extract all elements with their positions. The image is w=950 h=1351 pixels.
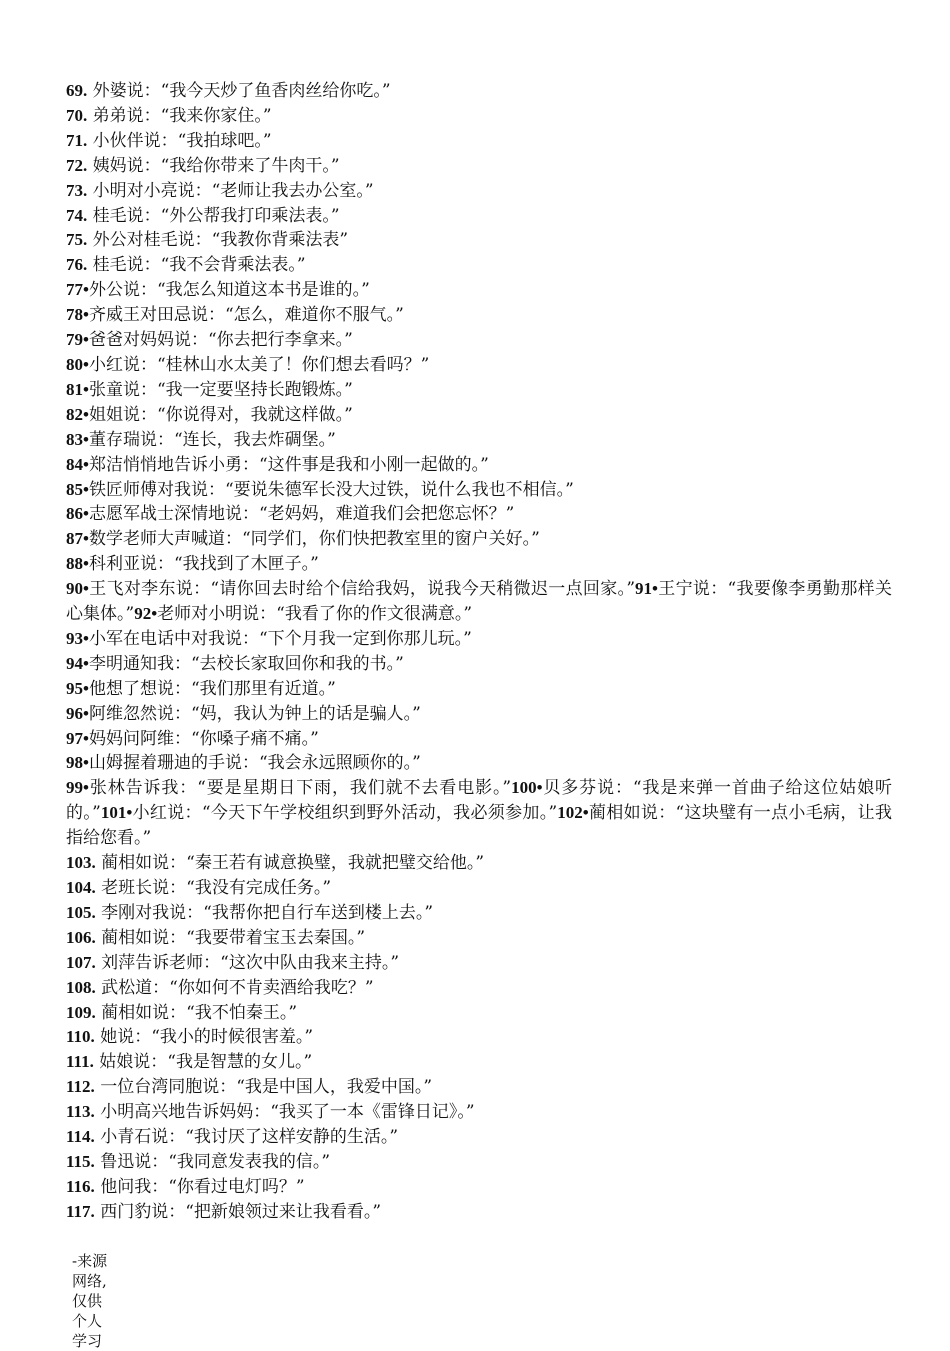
sentence-line — [66, 1001, 892, 1026]
footnote-line: 网络, — [72, 1272, 107, 1290]
sentence-line — [66, 702, 892, 727]
sentence-line — [66, 1050, 892, 1075]
item-number: 115. — [66, 1151, 95, 1171]
sentence-line — [66, 129, 892, 154]
item-number: 76. — [66, 255, 88, 275]
item-text: 贝多芬说：“我是来弹一首曲子给这位姑娘听的。” — [66, 778, 892, 824]
item-number: 79• — [66, 330, 89, 350]
item-number: 75. — [66, 230, 88, 250]
item-number: 107. — [66, 952, 96, 972]
item-text: 小明对小亮说：“老师让我去办公室。” — [87, 180, 374, 201]
item-number: 73. — [66, 180, 88, 200]
item-text: 姑娘说：“我是智慧的女儿。” — [93, 1052, 313, 1073]
item-number: 74. — [66, 205, 88, 225]
item-number: 116. — [66, 1176, 95, 1196]
item-number: 91• — [635, 579, 658, 599]
item-text: 王飞对李东说：“请你回去时给个信给我妈，说我今天稍微迟一点回家。” — [88, 579, 636, 600]
item-number: 83• — [66, 429, 89, 449]
sentence-list-3 — [66, 851, 892, 1225]
item-text: 山姆握着珊迪的手说：“我会永远照顾你的。” — [88, 753, 421, 774]
item-number: 95• — [66, 678, 89, 698]
item-number: 85• — [66, 479, 89, 499]
footnote-line: 个人 — [72, 1312, 103, 1330]
item-number: 69. — [66, 81, 88, 100]
item-number: 88• — [66, 554, 89, 574]
item-number: 111. — [66, 1052, 94, 1072]
sentence-line — [66, 204, 892, 229]
item-text: 张童说：“我一定要坚持长跑锻炼。” — [88, 379, 353, 400]
item-text: 老师对小明说：“我看了你的作文很满意。” — [157, 604, 473, 625]
sentence-line — [66, 1075, 892, 1100]
item-text: 鲁迅说：“我同意发表我的信。” — [94, 1151, 331, 1172]
sentence-line — [66, 751, 892, 776]
item-text: 阿维忽然说：“妈，我认为钟上的话是骗人。” — [88, 703, 421, 724]
sentence-list-2 — [66, 627, 892, 776]
item-number: 98• — [66, 753, 89, 773]
item-text: 外公说：“我怎么知道这本书是谁的。” — [88, 280, 370, 301]
sentence-line — [66, 502, 892, 527]
sentence-line — [66, 278, 892, 303]
item-number: 106. — [66, 927, 96, 947]
item-text: 一位台湾同胞说：“我是中国人，我爱中国。” — [94, 1077, 433, 1098]
item-text: 西门豹说：“把新娘领过来让我看看。” — [94, 1201, 382, 1222]
item-number: 86• — [66, 504, 89, 524]
sentence-line — [66, 627, 892, 652]
sentence-line — [66, 652, 892, 677]
footnote-line: 仅供 — [72, 1292, 103, 1310]
item-text: 张林告诉我：“要是星期日下雨，我们就不去看电影。” — [88, 778, 512, 799]
sentence-line — [66, 154, 892, 179]
sentence-line — [66, 179, 892, 204]
item-text: 小明高兴地告诉妈妈：“我买了一本《雷锋日记》。” — [94, 1102, 475, 1123]
item-text: 齐威王对田忌说：“怎么，难道你不服气。” — [88, 305, 404, 326]
item-text: 李刚对我说：“我帮你把自行车送到楼上去。” — [95, 902, 434, 923]
item-text: 妈妈问阿维：“你嗓子痛不痛。” — [88, 728, 319, 749]
item-number: 110. — [66, 1027, 95, 1047]
item-number: 109. — [66, 1002, 96, 1022]
item-number: 117. — [66, 1201, 95, 1221]
item-number: 102• — [557, 803, 589, 823]
item-number: 112. — [66, 1077, 95, 1097]
sentence-line — [66, 901, 892, 926]
sentence-line — [66, 552, 892, 577]
sentence-paragraph-99-102 — [66, 776, 892, 851]
sentence-line — [66, 428, 892, 453]
item-text: 武松道：“你如何不肯卖酒给我吃？” — [95, 977, 374, 998]
item-text: 爸爸对妈妈说：“你去把行李拿来。” — [88, 330, 353, 351]
item-text: 姐姐说：“你说得对，我就这样做。” — [88, 404, 353, 425]
sentence-line — [66, 478, 892, 503]
item-text: 他问我：“你看过电灯吗？” — [94, 1176, 305, 1197]
item-text: 志愿军战士深情地说：“老妈妈，难道我们会把您忘怀？” — [88, 504, 515, 525]
sentence-line — [66, 104, 892, 129]
item-number: 81• — [66, 379, 89, 399]
item-number: 114. — [66, 1127, 95, 1147]
sentence-line — [66, 253, 892, 278]
item-number: 92• — [134, 604, 158, 624]
item-text: 蔺相如说：“这块璧有一点小毛病，让我指给您看。” — [66, 803, 892, 849]
item-text: 弟弟说：“我来你家住。” — [87, 105, 272, 126]
sentence-line — [66, 527, 892, 552]
footnote-line: -来源 — [72, 1252, 108, 1270]
item-number: 101• — [100, 803, 133, 823]
sentence-line — [66, 378, 892, 403]
document-body — [66, 79, 892, 1225]
sentence-line — [66, 403, 892, 428]
item-number: 70. — [66, 105, 88, 125]
item-number: 113. — [66, 1102, 95, 1122]
item-text: 郑洁悄悄地告诉小勇：“这件事是我和小刚一起做的。” — [88, 454, 489, 475]
item-text: 姨妈说：“我给你带来了牛肉干。” — [87, 155, 340, 176]
item-text: 小青石说：“我讨厌了这样安静的生活。” — [94, 1127, 399, 1148]
item-text: 她说：“我小的时候很害羞。” — [94, 1027, 314, 1048]
item-number: 80• — [66, 354, 89, 374]
sentence-line — [66, 851, 892, 876]
item-text: 蔺相如说：“我要带着宝玉去秦国。” — [95, 927, 366, 948]
item-text: 数学老师大声喊道：“同学们，你们快把教室里的窗户关好。” — [88, 529, 540, 550]
sentence-line — [66, 328, 892, 353]
item-number: 72. — [66, 155, 88, 175]
item-number: 71. — [66, 130, 88, 150]
sentence-line — [66, 926, 892, 951]
item-number: 105. — [66, 902, 96, 922]
item-text: 小红说：“桂林山水太美了！你们想去看吗？” — [88, 354, 430, 375]
item-number: 97• — [66, 728, 89, 748]
item-text: 王宁说：“我要像李勇勤那样关心集体。” — [66, 579, 892, 625]
item-text: 小红说：“今天下午学校组织到野外活动，我必须参加。” — [132, 803, 558, 824]
item-number: 94• — [66, 653, 89, 673]
item-text: 外公对桂毛说：“我教你背乘法表” — [87, 230, 349, 251]
sentence-line — [66, 951, 892, 976]
item-number: 87• — [66, 529, 89, 549]
sentence-line — [66, 1125, 892, 1150]
sentence-line — [66, 453, 892, 478]
item-text: 科利亚说：“我找到了木匣子。” — [88, 554, 319, 575]
item-number: 99• — [66, 778, 89, 798]
item-text: 老班长说：“我没有完成任务。” — [95, 878, 332, 898]
sentence-line — [66, 79, 892, 104]
item-text: 刘萍告诉老师：“这次中队由我来主持。” — [95, 952, 400, 973]
sentence-line — [66, 976, 892, 1001]
sentence-paragraph-90-92 — [66, 577, 892, 627]
item-number: 100• — [511, 778, 543, 798]
item-number: 104. — [66, 878, 96, 897]
item-text: 桂毛说：“我不会背乘法表。” — [87, 255, 306, 276]
item-text: 蔺相如说：“我不怕秦王。” — [95, 1002, 298, 1023]
item-number: 78• — [66, 305, 89, 325]
sentence-line — [66, 876, 892, 901]
item-number: 93• — [66, 628, 89, 648]
sentence-line — [66, 1025, 892, 1050]
item-text: 小伙伴说：“我拍球吧。” — [87, 130, 272, 151]
sentence-line — [66, 677, 892, 702]
item-number: 103. — [66, 853, 96, 873]
item-number: 96• — [66, 703, 89, 723]
item-text: 董存瑞说：“连长，我去炸碉堡。” — [88, 429, 336, 450]
sentence-line — [66, 1150, 892, 1175]
sentence-line — [66, 1100, 892, 1125]
item-text: 外婆说：“我今天炒了鱼香肉丝给你吃。” — [87, 81, 391, 101]
item-text: 桂毛说：“外公帮我打印乘法表。” — [87, 205, 340, 226]
item-text: 李明通知我：“去校长家取回你和我的书。” — [88, 653, 404, 674]
item-number: 108. — [66, 977, 96, 997]
item-number: 82• — [66, 404, 89, 424]
item-number: 84• — [66, 454, 89, 474]
item-text: 蔺相如说：“秦王若有诚意换璧，我就把璧交给他。” — [95, 853, 485, 874]
item-text: 铁匠师傅对我说：“要说朱德军长没大过铁，说什么我也不相信。” — [88, 479, 574, 500]
sentence-line — [66, 303, 892, 328]
sentence-line — [66, 228, 892, 253]
sentence-line — [66, 727, 892, 752]
sentence-line — [66, 1200, 892, 1225]
sentence-line — [66, 1175, 892, 1200]
source-footnote — [72, 1251, 120, 1351]
item-number: 77• — [66, 280, 89, 300]
sentence-list-1 — [66, 79, 892, 577]
footnote-line: 学习 — [72, 1332, 103, 1350]
item-text: 小军在电话中对我说：“下个月我一定到你那儿玩。” — [88, 628, 472, 649]
item-text: 他想了想说：“我们那里有近道。” — [88, 678, 336, 699]
item-number: 90• — [66, 579, 89, 599]
sentence-line — [66, 353, 892, 378]
